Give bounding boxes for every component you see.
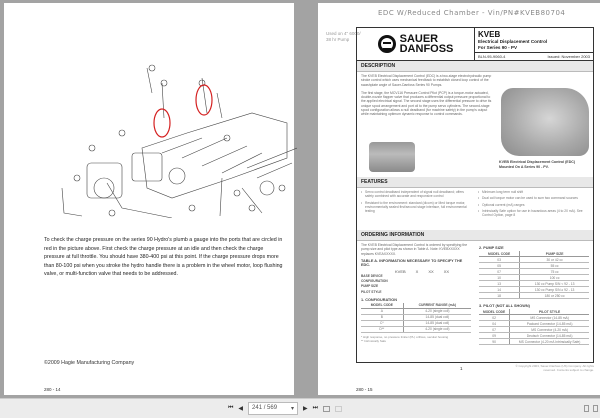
chevron-down-icon: ▾ [291,406,295,412]
page-selector[interactable] [248,402,298,415]
pilot-table: MODEL CODE PILOT STYLE 02 MS Connector (14-85 mA) 04 Packard Connector (14-85 mA) 07 MS Connector (4-20 mA) 09 Deutsch Connector (14-85 mA) 90 MS Connector (4-20 mA Intrinsically Safe) [479,309,589,345]
description-p1: The KVEB Electrical Displacement Control (EDC) is a two-stage electrohydraulic pump stroke control which uses mechanical feedback to establish closed loop control of the swashplate angle of Sauer-Danfoss Series 90 Pumps. [361,74,492,87]
handwritten-note-top: EDC W/Reduced Chamber - Vin/PN#KVEB80704 [378,9,566,17]
two-page-view-icon[interactable] [323,406,330,412]
table-row: 03 30 or 42 cc [479,257,589,263]
ordering-text: The KVEB Electrical Displacement Control is ordered by specifying the pump size and pilot type as shown in Table A. Note: KVEBXXXXX replaces KVEAXXXXX. [361,243,468,256]
product-title: KVEB [478,30,501,39]
description-p2: The first stage, the MCV116 Pressure Control Pilot (PCP) is a torque-motor actuated, double-nozzle flapper valve that produces a differential output pressure proportional to the applied electrical signal. The second stage uses the differential pressure to drive its unique spool arrangement and port oil to the pump servo cylinders. The second-stage spool configuration allows a null deadband (for machine safety) in the pump's output while maintaining optimum dynamic response to control commands. [361,90,492,117]
table-row: 02 MS Connector (14-85 mA) [479,315,589,321]
last-page-button[interactable]: ⏭ [312,405,319,411]
ordering-heading: ORDERING INFORMATION [357,230,593,241]
continuous-view-icon[interactable] [335,406,342,412]
code-part: KVEB [395,268,406,274]
feature-item: • Dual coil torque motor can be used to sum two command sources [478,196,589,200]
table-row: 10 100 cc [479,275,589,281]
datasheet-copyright: © Copyright 2003, Sauer-Danfoss (US) Company. All rights reserved. Contents subject to change. [515,364,594,372]
table-row: 04 Packard Connector (14-85 mA) [479,321,589,327]
datasheet-header [357,28,593,61]
table-row: 13 130 cc Pump S/N < 92 - 13 [479,281,589,287]
pilot-title: 3. PILOT (NOT ALL SHOWN) [479,304,530,309]
pump-size-table: MODEL CODE PUMP SIZE 03 30 or 42 cc 05 55 cc 07 75 cc 10 100 cc 13 130 cc Pump S/N < 92 - 13 14 130 cc Pump S/N ≥ 92 - 13 18 180 or 250 cc [479,251,589,299]
page-left [4,3,294,395]
logo-line1: SAUER [399,33,439,45]
facing-page-icon[interactable] [593,405,598,412]
table-row: 14 130 cc Pump S/N ≥ 92 - 13 [479,287,589,293]
feature-item: • Intrinsically Safe option for use in hazardous areas (4 to 20 mA). See Control Option, page 8 [478,209,589,218]
configuration-table: MODEL CODE CURRENT RANGE (mA) A 4-20 (single coil) B 14-85 (dual coil) C* 14-85 (dual coil) D** 4-20 (single coil) [361,303,471,333]
code-label: PUMP SIZE [361,284,379,289]
footnote: * High response, no pressure limiter (PL) orifices, secular housing [361,334,449,339]
prev-page-button[interactable]: ◀ [238,406,244,412]
code-labels [361,274,471,295]
bln-number: BLN-95-9060-4 [478,54,506,59]
datasheet [356,27,594,363]
configuration-title: 1. CONFIGURATION [361,297,397,302]
code-label: CONFIGURATION [361,279,388,284]
code-label: BASE DEVICE [361,273,383,278]
datasheet-page-number: 1 [460,366,463,371]
logo-mark-icon [378,35,396,53]
issued-date: Issued: November 2003 [547,54,590,59]
title-block [475,28,593,60]
hydraulic-diagram [52,38,297,218]
ordering-section [357,241,593,347]
table-row: A 4-20 (single coil) [361,308,471,314]
left-page-number: 280 - 14 [44,387,61,392]
page-navigation [228,402,342,415]
table-a-title: TABLE A. INFORMATION NECESSARY TO SPECIFY THE EDC. [361,258,463,267]
footnote: ** Intrinsically Safe [361,338,387,343]
handwritten-note-side: Used on 4" 6000/ 38 hr Pump [326,31,361,42]
sauer-danfoss-logo [357,28,475,60]
feature-item: • Resistant to the environment: standard (dicorn) or Med torque motor, environmentally sealed first/second stage interface, full environmental testing [361,201,472,214]
charge-pressure-paragraph: To check the charge pressure on the series 90 Hydro's plumb a gauge into the ports that are circled in red in the picture above. First check the charge pressure at an idle and then check the charge pressure at full throttle. You should have 380-400 psi at this point. If the charge pressure drops more than 80-100 psi when you stroke the hydro handle there is a problem in the wheel motor, loop flushing valve, or multi-function valve that needs to be addressed. [44,237,283,278]
single-page-icon[interactable] [584,405,589,412]
table-row: B 14-85 (dual coil) [361,314,471,320]
viewer-toolbar [0,398,600,418]
right-page-number: 280 - 15 [356,387,373,392]
left-copyright: ©2009 Hagie Manufacturing Company [44,360,135,366]
table-row: 09 Deutsch Connector (14-85 mA) [479,333,589,339]
description-heading: DESCRIPTION [357,61,593,72]
feature-item: • Servo control deadband independent of signal null deadband; offers safety combined with accurate and responsive control [361,190,472,199]
features-heading: FEATURES [357,177,593,188]
product-series: For Series 90 - PV [478,44,518,50]
code-part: XX [428,268,434,274]
features-section [357,188,593,230]
table-row: 05 55 cc [479,263,589,269]
view-mode-icons [584,405,598,412]
pump-image [501,88,589,156]
table-row: 07 MS Connector (4-20 mA) [479,327,589,333]
table-row: D** 4-20 (single coil) [361,326,471,332]
table-row: 18 180 or 250 cc [479,293,589,299]
logo-line2: DANFOSS [399,43,454,55]
table-row: 90 MS Connector (4-20 mA Intrinsically Safe) [479,339,589,345]
code-part: XX [443,268,450,274]
first-page-button[interactable]: ⏮ [228,405,234,411]
image-caption: KVEB Electrical Displacement Control (EDC) Mounted On A Series 90 - PV. [499,160,576,169]
page-indicator: 241 / 569 [252,405,278,411]
table-row: 07 75 cc [479,269,589,275]
edc-image [369,142,415,172]
code-label: PILOT STYLE [361,289,382,294]
page-right [318,3,600,395]
pump-size-title: 2. PUMP SIZE [479,246,504,250]
feature-item: • Minimum long term null shift [478,190,589,194]
next-page-button[interactable]: ▶ [303,406,308,412]
feature-item: • Optional current (mA) ranges [478,203,589,207]
product-subtitle: Electrical Displacement Control [478,39,548,44]
code-part: X [415,268,419,274]
description-section [357,72,593,177]
table-row: C* 14-85 (dual coil) [361,320,471,326]
